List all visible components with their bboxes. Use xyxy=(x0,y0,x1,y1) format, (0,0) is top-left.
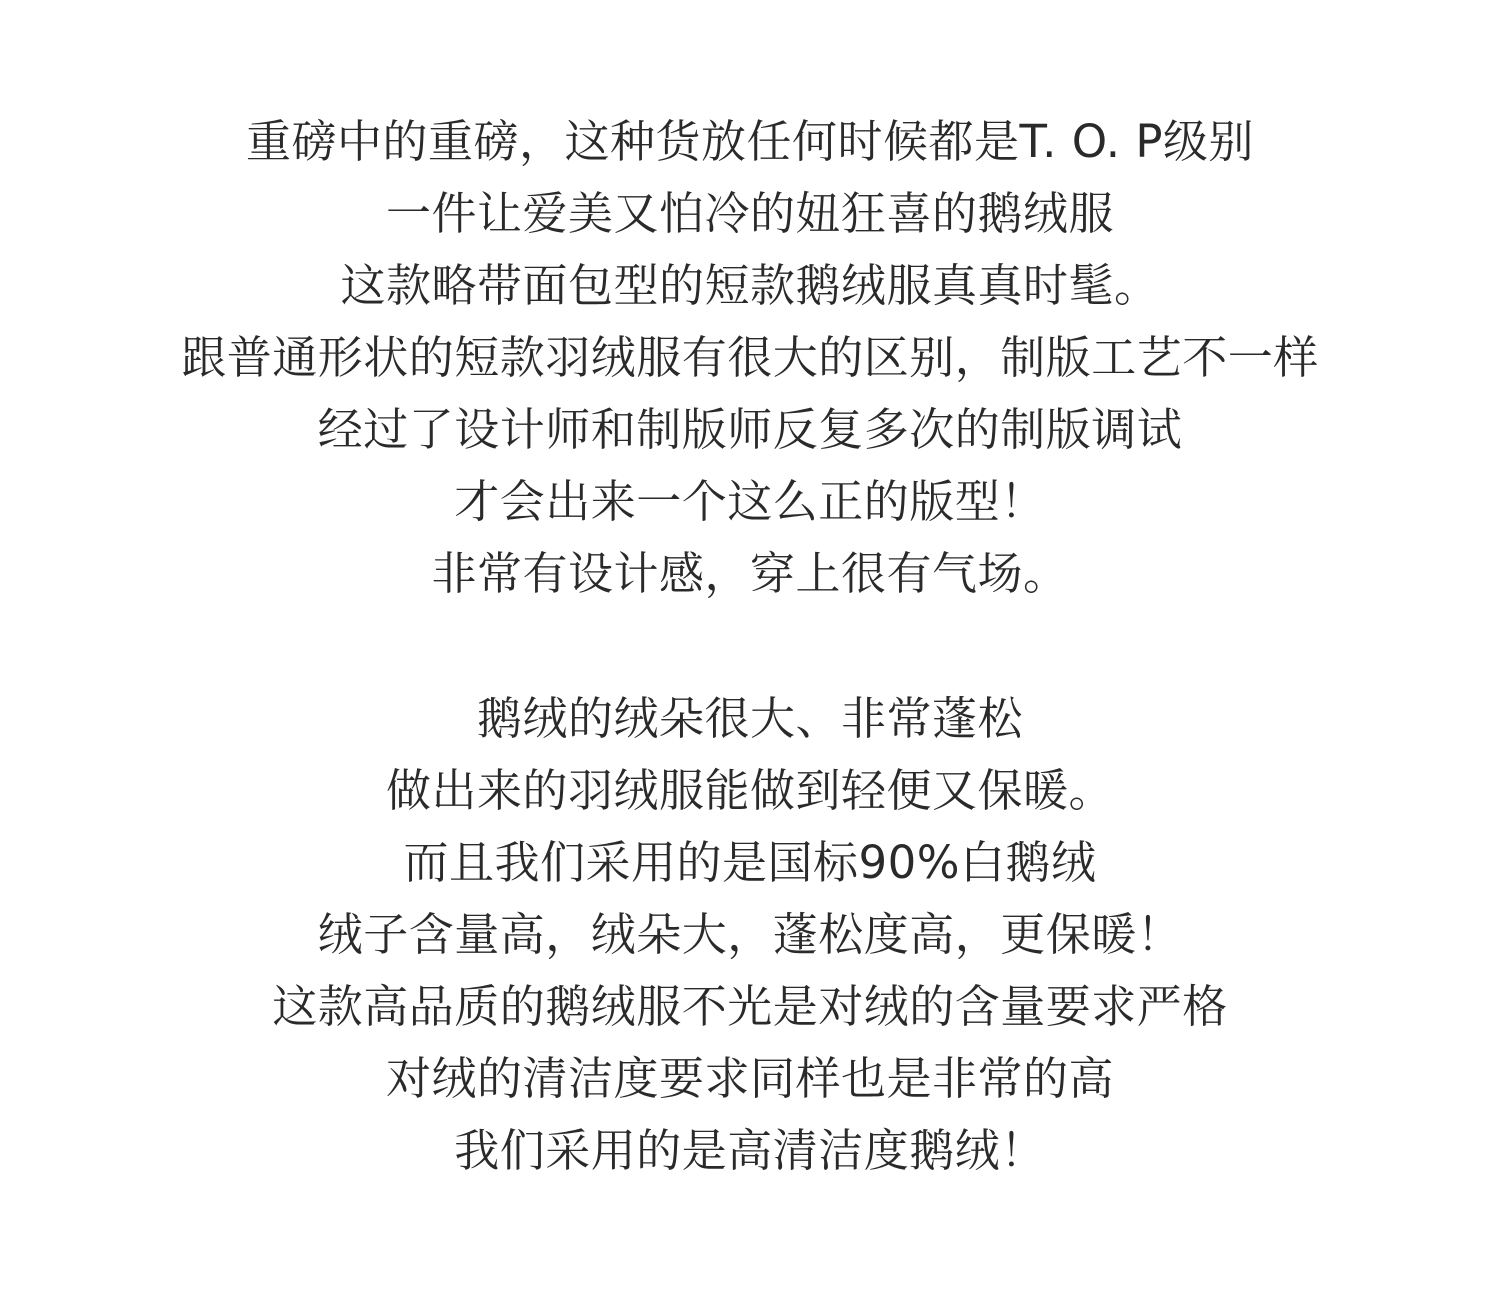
text-line: 绒子含量高，绒朵大，蓬松度高，更保暖！ xyxy=(317,908,1183,961)
text-line: 鹅绒的绒朵很大、非常蓬松 xyxy=(476,692,1023,745)
text-line: 一件让爱美又怕冷的妞狂喜的鹅绒服 xyxy=(385,187,1114,240)
text-line: 这款高品质的鹅绒服不光是对绒的含量要求严格 xyxy=(272,980,1228,1033)
text-line: 非常有设计感，穿上很有气场。 xyxy=(431,547,1069,600)
text-line: 跟普通形状的短款羽绒服有很大的区别，制版工艺不一样 xyxy=(181,331,1319,384)
paragraph-down-quality xyxy=(0,683,1500,1187)
text-line: 对绒的清洁度要求同样也是非常的高 xyxy=(385,1052,1114,1105)
paragraph-intro xyxy=(0,106,1500,610)
text-line: 经过了设计师和制版师反复多次的制版调试 xyxy=(317,403,1183,456)
text-line: 我们采用的是高清洁度鹅绒！ xyxy=(454,1124,1046,1177)
text-line: 这款略带面包型的短款鹅绒服真真时髦。 xyxy=(340,259,1160,312)
text-line: 重磅中的重磅，这种货放任何时候都是T. O. P级别 xyxy=(245,115,1255,168)
text-line: 做出来的羽绒服能做到轻便又保暖。 xyxy=(385,764,1114,817)
text-line: 才会出来一个这么正的版型！ xyxy=(454,475,1046,528)
text-line: 而且我们采用的是国标90%白鹅绒 xyxy=(403,836,1097,889)
